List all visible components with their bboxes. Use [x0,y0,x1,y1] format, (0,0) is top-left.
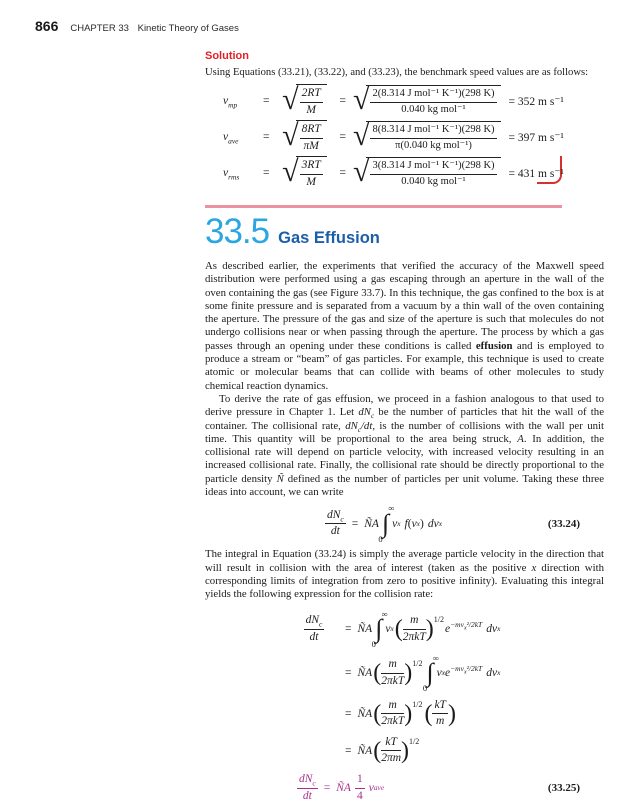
subscript: x [463,669,467,676]
inline-math: A [517,432,524,445]
fraction-numerator: m [381,658,404,674]
paren: ) [404,660,413,687]
square-root [353,82,501,116]
fraction-denominator: dt [309,630,319,643]
text-run: To derive the rate of gas effusion, we proceed in a fashion analogous to that used to derive pressure in Chapter 1. Let [205,392,604,419]
variable-vrms [223,167,257,179]
fraction-denominator: 2πkT [381,674,405,687]
integral-sign: ∫ [426,658,434,688]
paren: ( [394,616,403,643]
variable-vmp [223,95,257,107]
equals-sign: = [345,667,352,680]
fraction-numerator: 3RT [300,159,323,175]
derivation-line-4 [293,735,604,767]
derivation-block [293,610,604,767]
exponent-half: 1/2 [412,699,423,709]
text-run: v [223,130,229,143]
number-density-area: ÑA [357,707,373,720]
inline-math: dN [358,406,371,419]
fraction-denominator: 2πkT [381,715,405,728]
paragraph-integral-explanation [205,548,604,601]
fraction [403,614,426,645]
number-density-area: ÑA [364,517,379,530]
fraction-numerator: 8(8.314 J mol⁻¹ K⁻¹)(298 K) [370,124,496,139]
equation-vmp [223,84,604,117]
fraction-numerator [325,509,346,525]
square-root [353,118,501,152]
text-run: −mv [450,619,464,629]
derivation-line-2: = ÑA ( $\frac{m}{\text{2πkT}}$ ) 1/2 ∞ ∫ 0 v x e $-mv_x^2/2kT$ dv x [345,652,501,694]
square-root [282,120,327,154]
text-run: The integral in Equation (33.24) is simply the average particle velocity in the direction that will result in collision with the area of interest (taken as the positive [205,548,604,574]
paren: ( [424,700,433,727]
radical-sign: √ [282,118,299,152]
page-header [35,18,239,34]
fraction [370,124,496,152]
equation-result: = 397 m s⁻¹ [508,131,564,144]
text-run: ²/2kT [466,619,483,629]
text-run: dv [486,667,498,680]
integral-upper-limit: ∞ [381,608,388,619]
exponent [450,619,483,632]
derivation-line-1: $\frac{dN_c}{dt}$ = ÑA ∞ ∫ 0 v x ( $\frac{m}{\text{2πkT}}$ ) 1/2 e $-mv_x^2/2kT$ dv x [305,608,501,650]
solution-heading: Solution [205,50,249,62]
text-run: , is the number of collisions with the wall per unit time. This quantity will be proportional to the area being struck, [205,419,604,445]
paren: ) [404,700,413,727]
parenthesized-fraction [373,736,419,767]
radical-sign: √ [282,154,299,188]
text-run: defined as the number of particles per unit volume. Taking these three ideas into account, we can write [205,472,604,499]
fraction-numerator: kT [381,736,401,752]
exponent-half: 1/2 [409,736,420,746]
fraction-numerator [304,614,325,630]
radical-sign: √ [353,118,370,152]
main-column [205,50,604,803]
fraction-numerator: m [381,699,404,715]
text-run: dN [305,613,320,626]
section-rule [205,205,562,208]
integral-sign: ∫ [381,508,390,538]
parenthesized-fraction [373,699,422,730]
paragraph-effusion-intro [205,260,604,393]
fraction-numerator: m [403,614,426,630]
number-density-area: ÑA [357,667,373,680]
equals-sign: = [339,166,346,179]
radical-sign: √ [353,82,370,116]
one-quarter-fraction [355,773,365,803]
inline-math: dN [345,419,358,432]
integral [371,608,388,650]
fraction [370,88,496,116]
chapter-header [70,23,238,34]
equals-sign: = [339,130,346,143]
text-run: e [445,667,451,680]
text-run: v [411,517,417,530]
fraction-numerator: kT [432,699,448,715]
subscript: mp [228,99,238,109]
inline-math-sub: c [370,412,375,421]
variable-vave [223,131,257,143]
exponent-half: 1/2 [412,658,423,668]
paren: ) [420,517,424,530]
fraction-denominator: 0.040 kg mol⁻¹ [401,175,466,187]
paren: ( [373,700,382,727]
number-density-area: ÑA [357,744,373,757]
equals-sign: = [345,707,352,720]
text-run: direction with corresponding limits of integration from zero to positive infinity). Evaluating this integral yields the following expression for the collision rate: [205,561,605,601]
fraction-denominator: π(0.040 kg mol⁻¹) [395,139,472,151]
text-run: v [368,782,374,795]
text-run: . In addition, the collisional rate will depend on particle velocity, with increased velocity resulting in an increased collisional rate. Finally, the collisional rate should be directly proportional to the particle density [205,432,604,485]
subscript: ave [228,135,239,145]
text-run: dv [486,623,498,636]
fraction [300,159,323,190]
text-run: be the number of particles that hit the wall of the container. The collisional rate, [205,406,604,432]
solution-intro: Using Equations (33.21), (33.22), and (33.23), the benchmark speed values are as follows: [205,67,589,78]
fraction-numerator: 2(8.314 J mol⁻¹ K⁻¹)(298 K) [370,88,496,103]
text-run: As described earlier, the experiments that verified the accuracy of the Maxwell speed distribution were performed using a gas escaping through an aperture in the wall of the oven containing the gas (see Figure 33.7). In this technique, the gas confined to the box is at some finite pressure and is separated from a vacuum by a thin wall of the oven containing the aperture. The pressure of the gas and size of the aperture is such that molecules do not undergo collisions near or when passing through the aperture. The process by which a gas passes through an opening under these conditions is called [205,260,604,352]
fraction-denominator: M [306,175,317,188]
text-run: dN [299,772,313,785]
section-title: Gas Effusion [278,229,380,247]
derivation-line-3 [293,698,604,730]
text-run: v [223,166,229,179]
text-run: v [392,517,398,530]
inline-math-sub: c [357,425,361,434]
fraction-denominator: πM [303,139,319,152]
text-run: v [436,667,442,680]
paren: ( [373,737,382,764]
fraction-denominator: 0.040 kg mol⁻¹ [401,103,466,115]
square-root [353,154,501,188]
fraction-denominator: 2πkT [402,630,426,643]
fraction [300,87,323,118]
equals-sign: = [263,166,270,179]
integral-lower-limit: 0 [371,639,376,650]
subscript: x [463,625,467,632]
paragraph-collision-rate [205,393,604,499]
number-density-area: ÑA [336,782,351,795]
subscript: c [319,619,323,629]
text-run: dN [327,508,341,521]
equals-sign: = [263,94,270,107]
fraction-numerator: 2RT [300,87,323,103]
equals-sign: = [339,94,346,107]
text-run: e [445,623,451,636]
fraction-denominator: dt [330,525,340,538]
integral-sign: ∫ [375,614,383,644]
fraction-denominator: 2πm [381,752,402,765]
text-run: and is employed to produce a stream or “beam” of gas particles. For example, this technique is used to create atomic or molecular beams that can collide with beams of other molecules to study chemical reaction dynamics. [205,339,605,392]
fraction-denominator: M [306,103,317,116]
fraction-denominator: dt [302,789,312,802]
fraction-numerator: 1 [355,773,365,789]
square-root [282,84,327,118]
text-run: −mv [450,663,464,673]
radical-sign: √ [353,154,370,188]
chapter-title: Kinetic Theory of Gases [137,23,239,34]
equals-sign: = [345,744,352,757]
section-number: 33.5 [205,212,270,251]
paren: ) [425,616,434,643]
fraction-numerator: 3(8.314 J mol⁻¹ K⁻¹)(298 K) [370,160,496,175]
inline-math: Ñ [276,472,284,485]
fraction-numerator: 8RT [300,123,323,139]
equation-result: = 352 m s⁻¹ [508,95,564,108]
exponent [450,663,483,676]
integral-lower-limit: 0 [378,533,383,544]
integral [378,503,395,544]
subscript: c [312,778,316,788]
fraction [370,160,496,188]
fraction [381,658,404,689]
text-run: v [223,94,229,107]
fraction [381,736,401,767]
paren: ) [447,700,456,727]
parenthesized-fraction [424,699,456,730]
collision-rate-fraction [297,773,318,803]
collision-rate-fraction [304,614,325,645]
paren: ( [407,517,412,530]
fraction [300,123,323,154]
equals-sign: = [345,623,352,636]
text-run: v [385,623,391,636]
equation-number: (33.25) [547,782,580,795]
exponent-half: 1/2 [433,614,445,624]
equals-sign: = [351,517,359,530]
page-number: 866 [35,18,59,34]
equation-vrms [223,156,604,189]
integral-upper-limit: ∞ [388,503,395,514]
collision-rate-fraction [325,509,346,540]
fraction-denominator: m [436,715,445,728]
chapter-label: CHAPTER 33 [70,23,129,34]
fraction-denominator: 4 [356,789,363,802]
parenthesized-fraction [395,614,444,645]
text-run: f [404,517,408,530]
inline-math: x [531,561,537,574]
equation-vave [223,120,604,153]
equation-result: = 431 m s⁻¹ [508,167,564,180]
paren: ( [373,660,382,687]
fraction [432,699,448,730]
solution-equations [223,84,604,189]
radical-sign: √ [282,82,299,116]
parenthesized-fraction [373,658,422,689]
paren: ) [401,737,410,764]
inline-math: /dt [360,419,373,432]
equation-number: (33.24) [547,517,580,530]
number-density-area: ÑA [357,623,373,636]
subscript: rms [228,171,240,181]
subscript: c [340,513,344,523]
text-run: ²/2kT [466,663,483,673]
square-root [282,156,327,190]
equation-33-25: $\frac{dN_c}{dt}$ = ÑA $\frac{1}{4}$ v ave (33.25) [205,773,604,803]
effusion-term: effusion [475,339,513,352]
integral-upper-limit: ∞ [432,652,440,663]
fraction [381,699,404,730]
equals-sign: = [263,130,270,143]
equals-sign: = [323,782,331,795]
integral [422,652,440,694]
text-run: dv [427,517,439,530]
fraction-numerator [297,773,318,789]
integral-lower-limit: 0 [422,683,428,694]
equation-33-24: $\frac{dN_c}{dt}$ = ÑA ∞ ∫ 0 v x f ( v x ) dv x (33.24) [205,504,604,543]
section-heading [205,212,604,252]
